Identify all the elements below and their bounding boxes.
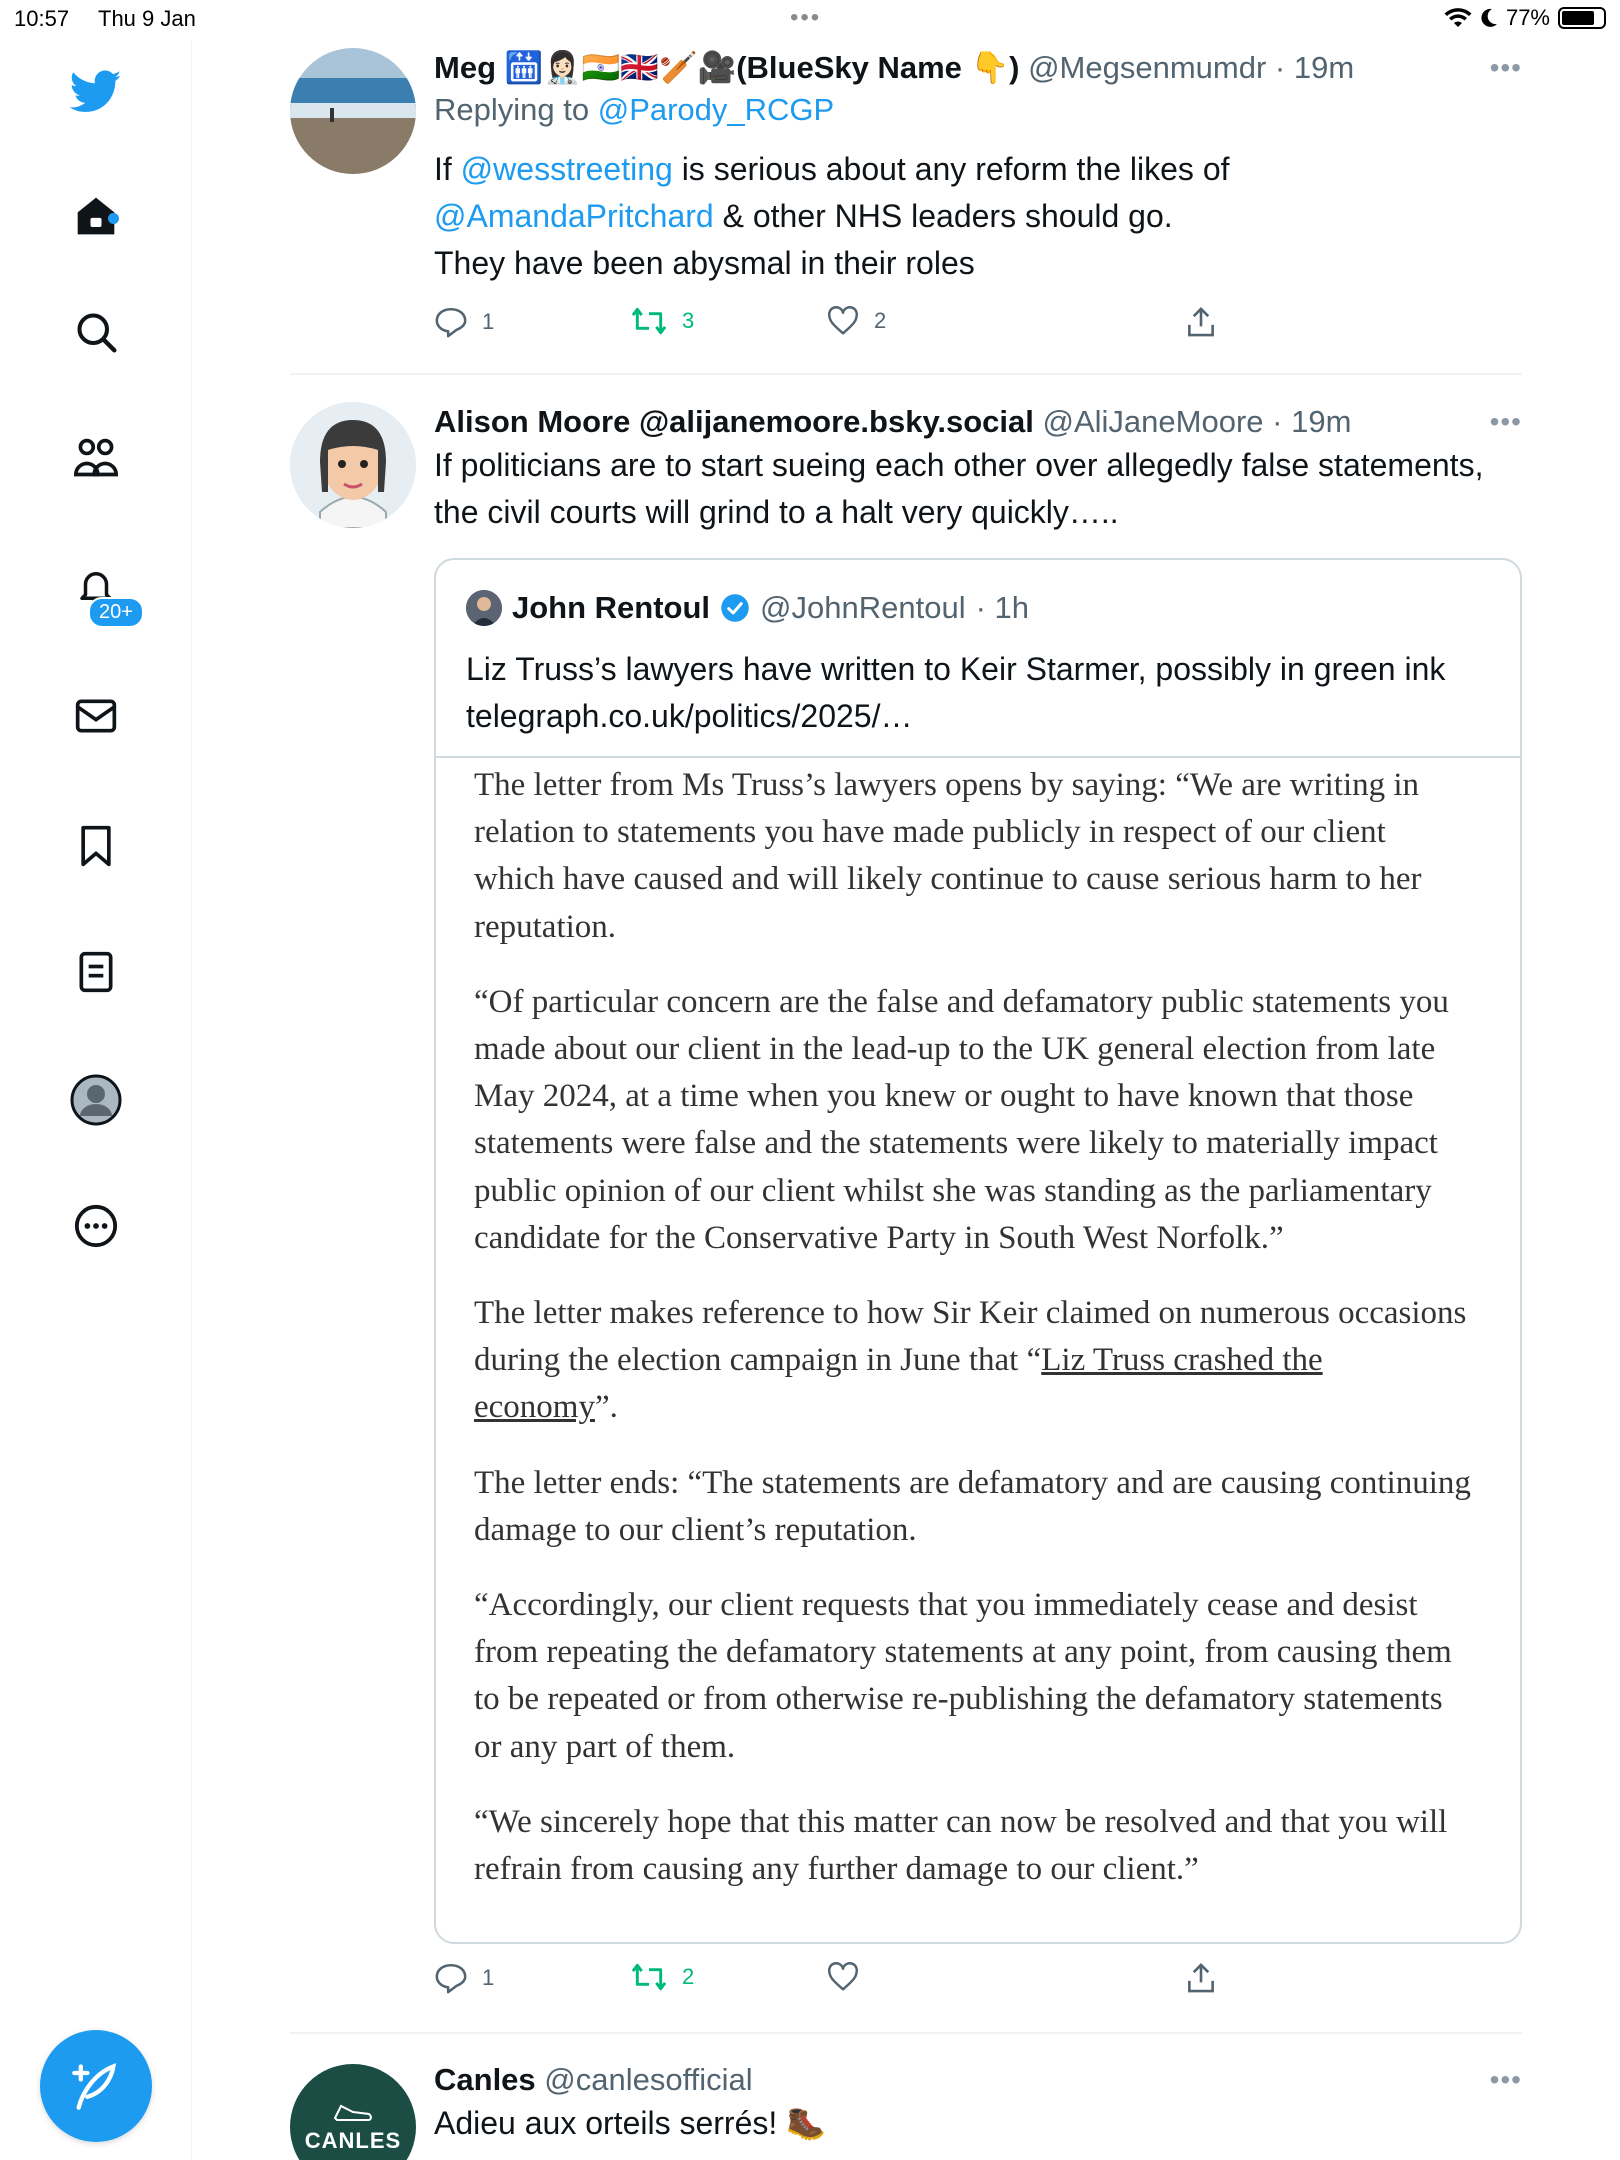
avatar[interactable] bbox=[290, 402, 416, 528]
author-name[interactable]: Meg 🛗👩🏻‍⚕️🇮🇳🇬🇧🏏🎥(BlueSky Name 👇) bbox=[434, 50, 1020, 85]
messages-envelope-icon[interactable] bbox=[66, 686, 126, 746]
article-text: The letter makes reference to how Sir Keir claimed on numerous occasions during the election campaign in June that “ bbox=[474, 1295, 1467, 1379]
profile-avatar-icon[interactable] bbox=[66, 1070, 126, 1130]
tweet-header bbox=[434, 2060, 1522, 2100]
multitasking-dots[interactable]: ••• bbox=[790, 4, 822, 31]
reply-count: 1 bbox=[482, 1965, 495, 1990]
tweet-time[interactable]: · 19m bbox=[1274, 50, 1355, 85]
battery-percent: 77% bbox=[1505, 5, 1550, 30]
reply-icon bbox=[434, 1962, 468, 1994]
tweet-divider bbox=[290, 373, 1522, 375]
article-paragraph: “We sincerely hope that this matter can now be resolved and that you will refrain from causing any further damage to our client.” bbox=[474, 1803, 1448, 1888]
retweet-button[interactable] bbox=[630, 1962, 694, 1992]
author-name[interactable]: Alison Moore @alijanemoore.bsky.social bbox=[434, 404, 1034, 439]
retweet-icon bbox=[630, 1962, 668, 1992]
article-paragraph: The letter ends: “The statements are defamatory and are causing continuing damage to our client’s reputation. bbox=[474, 1464, 1471, 1548]
mention-link[interactable]: @AmandaPritchard bbox=[434, 198, 714, 234]
notifications-badge: 20+ bbox=[88, 597, 144, 628]
article-text: ”. bbox=[594, 1389, 618, 1426]
text-segment: & other NHS leaders should go. bbox=[713, 198, 1173, 234]
tweet-text bbox=[434, 146, 1522, 287]
tweet-actions bbox=[434, 306, 1394, 346]
text-segment: If bbox=[434, 151, 461, 187]
more-options-icon[interactable]: ••• bbox=[1489, 406, 1522, 437]
share-icon bbox=[1186, 306, 1216, 338]
retweet-icon bbox=[630, 306, 668, 336]
compose-feather-icon bbox=[70, 2060, 122, 2112]
replying-to-label: Replying to bbox=[434, 92, 598, 127]
article-paragraph: “Accordingly, our client requests that you immediately cease and desist from repeating the defamatory statements at any point, from causing them to be repeated or from otherwise re-publishing the defamatory statements or any part of them. bbox=[474, 1587, 1452, 1765]
home-unread-dot bbox=[108, 213, 119, 224]
battery-icon bbox=[1558, 7, 1606, 29]
status-right bbox=[1444, 5, 1606, 31]
tweet-header bbox=[434, 48, 1522, 88]
reply-button[interactable] bbox=[434, 1962, 494, 1994]
article-paragraph: The letter from Ms Truss’s lawyers opens by saying: “We are writing in relation to statements you have made publicly in respect of our client which have caused and will likely continue to cause serious harm to her reputation. bbox=[474, 767, 1422, 945]
sidebar bbox=[0, 40, 192, 2160]
quoted-tweet[interactable] bbox=[434, 558, 1522, 1944]
avatar[interactable] bbox=[290, 2064, 416, 2160]
lists-icon[interactable] bbox=[66, 942, 126, 1002]
quote-header bbox=[466, 588, 1029, 628]
quote-author-name[interactable]: John Rentoul bbox=[512, 590, 711, 625]
article-screenshot[interactable] bbox=[474, 762, 1474, 1921]
moon-icon bbox=[1480, 8, 1498, 28]
text-segment: is serious about any reform the likes of bbox=[672, 151, 1230, 187]
like-count: 2 bbox=[874, 308, 887, 333]
reply-icon bbox=[434, 306, 468, 338]
tweet-canles[interactable] bbox=[290, 2060, 1522, 2160]
like-button[interactable] bbox=[826, 1962, 874, 1992]
author-handle[interactable]: @canlesofficial bbox=[544, 2062, 753, 2097]
mention-link[interactable]: @wesstreeting bbox=[460, 151, 673, 187]
bookmarks-icon[interactable] bbox=[66, 816, 126, 876]
more-options-icon[interactable]: ••• bbox=[1489, 2064, 1522, 2095]
tweet-divider bbox=[290, 2032, 1522, 2034]
search-icon[interactable] bbox=[66, 302, 126, 362]
quote-author-handle[interactable]: @JohnRentoul bbox=[760, 590, 966, 625]
more-options-icon[interactable] bbox=[66, 1196, 126, 1256]
status-date: Thu 9 Jan bbox=[98, 6, 196, 31]
text-segment: They have been abysmal in their roles bbox=[434, 245, 975, 281]
reply-handle-link[interactable]: @Parody_RCGP bbox=[597, 92, 835, 127]
avatar-brand-text: CANLES bbox=[304, 2128, 402, 2153]
reply-count: 1 bbox=[482, 309, 495, 334]
retweet-count: 3 bbox=[682, 308, 695, 333]
tweet-time[interactable]: · 19m bbox=[1272, 404, 1352, 439]
share-icon bbox=[1186, 1962, 1216, 1994]
tweet-text: If politicians are to start sueing each other over allegedly false statements, the civil courts will grind to a halt very quickly….. bbox=[434, 447, 1484, 530]
like-button[interactable] bbox=[826, 306, 886, 336]
tweet-actions bbox=[434, 1962, 1394, 2002]
heart-icon bbox=[826, 306, 860, 336]
communities-icon[interactable] bbox=[66, 428, 126, 488]
tweet-text: Adieu aux orteils serrés! 🥾 bbox=[434, 2105, 826, 2141]
twitter-logo-icon[interactable] bbox=[66, 62, 126, 122]
avatar[interactable] bbox=[290, 48, 416, 174]
article-paragraph: “Of particular concern are the false and defamatory public statements you made about our client in the lead-up to the UK general election from late May 2024, at a time when you knew or ought to have known that those statements were false and the statements were likely to materially impact public opinion of our client whilst she was standing as the parliamentary candidate for the Conservative Party in South West Norfolk.” bbox=[474, 983, 1449, 1256]
article-paragraph bbox=[474, 1290, 1474, 1432]
author-handle[interactable]: @Megsenmumdr bbox=[1028, 50, 1267, 85]
status-time: 10:57 bbox=[14, 6, 70, 31]
share-button[interactable] bbox=[1186, 1962, 1216, 1994]
author-handle[interactable]: @AliJaneMoore bbox=[1042, 404, 1264, 439]
status-bar bbox=[0, 0, 1620, 40]
quote-text: Liz Truss’s lawyers have written to Keir Starmer, possibly in green ink telegraph.co.uk/politics/2025/… bbox=[466, 651, 1446, 734]
quote-time[interactable]: · 1h bbox=[975, 590, 1030, 625]
tweet-header bbox=[434, 402, 1522, 442]
retweet-button[interactable] bbox=[630, 306, 694, 336]
retweet-count: 2 bbox=[682, 1964, 695, 1989]
share-button[interactable] bbox=[1186, 306, 1216, 338]
verified-badge-icon bbox=[720, 593, 750, 623]
reply-button[interactable] bbox=[434, 306, 494, 338]
tweet-meg[interactable] bbox=[290, 48, 1522, 348]
heart-icon bbox=[826, 1962, 860, 1992]
quote-media-divider bbox=[436, 756, 1520, 758]
article-link: Liz Truss crashed the economy bbox=[474, 1342, 1323, 1426]
more-options-icon[interactable]: ••• bbox=[1489, 52, 1522, 83]
wifi-icon bbox=[1444, 7, 1472, 29]
author-name[interactable]: Canles bbox=[434, 2062, 536, 2097]
quote-avatar bbox=[466, 590, 502, 626]
replying-to bbox=[434, 88, 1522, 132]
shoe-icon bbox=[331, 2100, 375, 2124]
compose-tweet-button[interactable] bbox=[40, 2030, 152, 2142]
